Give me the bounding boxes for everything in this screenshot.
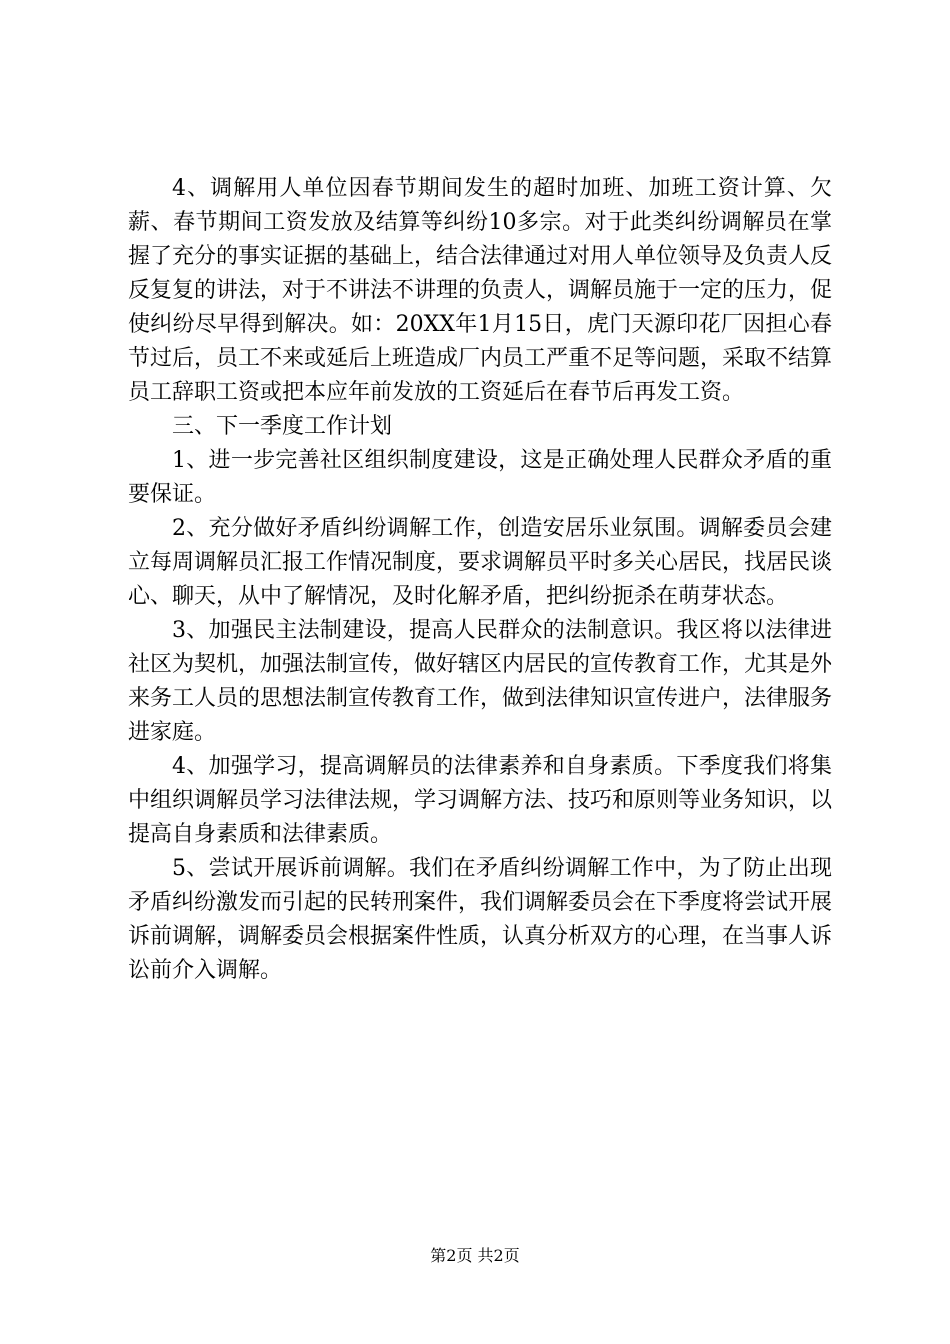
section-heading-next-quarter-plan: 三、下一季度工作计划 <box>172 414 393 439</box>
paragraph-plan-4: 4、加强学习，提高调解员的法律素养和自身素质。下季度我们将集中组织调解员学习法律法规，学习调解方法、技巧和原则等业务知识，以提高自身素质和法律素质。 <box>128 754 833 847</box>
document-body <box>128 172 832 988</box>
paragraph-plan-2: 2、充分做好矛盾纠纷调解工作，创造安居乐业氛围。调解委员会建立每周调解员汇报工作情况制度，要求调解员平时多关心居民，找居民谈心、聊天，从中了解情况，及时化解矛盾，把纠纷扼杀在萌芽状态。 <box>128 516 833 609</box>
paragraph-plan-1: 1、进一步完善社区组织制度建设，这是正确处理人民群众矛盾的重要保证。 <box>128 448 832 507</box>
page-number-footer: 第2页 共2页 <box>430 1246 520 1265</box>
paragraph-mediation-case-4: 4、调解用人单位因春节期间发生的超时加班、加班工资计算、欠薪、春节期间工资发放及结算等纠纷10多宗。对于此类纠纷调解员在掌握了充分的事实证据的基础上，结合法律通过对用人单位领导及负责人反反复复的讲法，对于不讲法不讲理的负责人，调解员施于一定的压力，促使纠纷尽早得到解决。如：20XX年1月15日，虎门天源印花厂因担心春节过后，员工不来或延后上班造成厂内员工严重不足等问题，采取不结算员工辞职工资或把本应年前发放的工资延后在春节后再发工资。 <box>128 176 833 405</box>
paragraph-plan-5: 5、尝试开展诉前调解。我们在矛盾纠纷调解工作中，为了防止出现矛盾纠纷激发而引起的民转刑案件，我们调解委员会在下季度将尝试开展诉前调解，调解委员会根据案件性质，认真分析双方的心理，在当事人诉讼前介入调解。 <box>128 856 833 983</box>
paragraph-plan-3: 3、加强民主法制建设，提高人民群众的法制意识。我区将以法律进社区为契机，加强法制宣传，做好辖区内居民的宣传教育工作，尤其是外来务工人员的思想法制宣传教育工作，做到法律知识宣传进户，法律服务进家庭。 <box>128 618 833 745</box>
